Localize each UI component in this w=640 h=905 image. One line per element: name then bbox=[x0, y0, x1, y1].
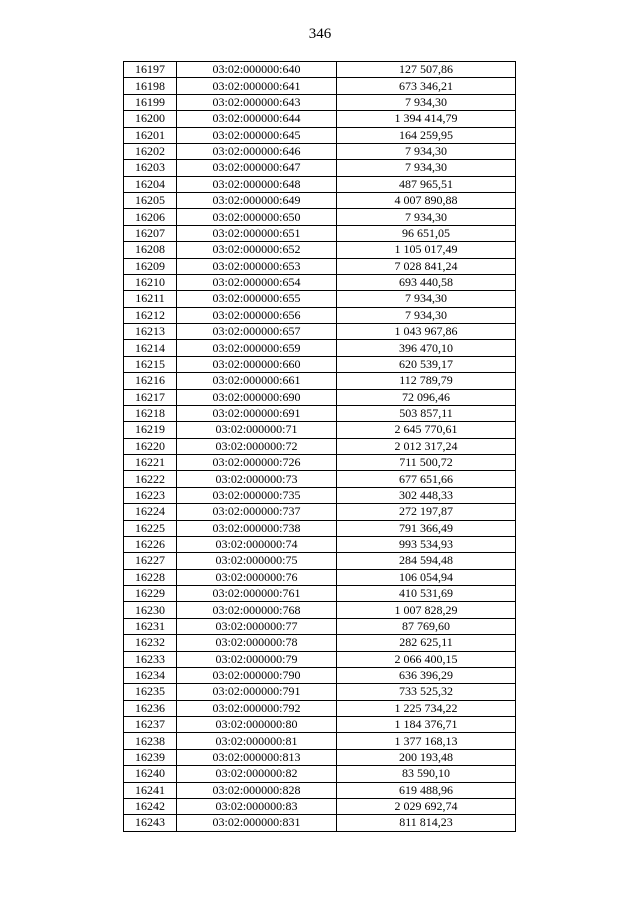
value-cell: 282 625,11 bbox=[337, 635, 516, 651]
cadastral-number-cell: 03:02:000000:75 bbox=[177, 553, 337, 569]
table-row bbox=[124, 111, 516, 127]
cadastral-number-cell: 03:02:000000:71 bbox=[177, 422, 337, 438]
value-cell: 1 007 828,29 bbox=[337, 602, 516, 618]
value-cell: 7 934,30 bbox=[337, 291, 516, 307]
table-row bbox=[124, 749, 516, 765]
value-cell: 693 440,58 bbox=[337, 274, 516, 290]
table-row bbox=[124, 143, 516, 159]
cadastral-number-cell: 03:02:000000:72 bbox=[177, 438, 337, 454]
table-row bbox=[124, 340, 516, 356]
table-row bbox=[124, 782, 516, 798]
row-number-cell: 16241 bbox=[124, 782, 177, 798]
value-cell: 302 448,33 bbox=[337, 487, 516, 503]
table-row bbox=[124, 520, 516, 536]
cadastral-number-cell: 03:02:000000:83 bbox=[177, 798, 337, 814]
value-cell: 811 814,23 bbox=[337, 815, 516, 831]
table-row bbox=[124, 225, 516, 241]
table-row bbox=[124, 602, 516, 618]
value-cell: 83 590,10 bbox=[337, 766, 516, 782]
cadastral-number-cell: 03:02:000000:79 bbox=[177, 651, 337, 667]
cadastral-number-cell: 03:02:000000:656 bbox=[177, 307, 337, 323]
table-row bbox=[124, 815, 516, 831]
value-cell: 7 934,30 bbox=[337, 209, 516, 225]
table-row bbox=[124, 684, 516, 700]
row-number-cell: 16202 bbox=[124, 143, 177, 159]
value-cell: 1 184 376,71 bbox=[337, 717, 516, 733]
table-row bbox=[124, 586, 516, 602]
table-row bbox=[124, 242, 516, 258]
row-number-cell: 16228 bbox=[124, 569, 177, 585]
value-cell: 1 377 168,13 bbox=[337, 733, 516, 749]
cadastral-number-cell: 03:02:000000:648 bbox=[177, 176, 337, 192]
row-number-cell: 16207 bbox=[124, 225, 177, 241]
row-number-cell: 16240 bbox=[124, 766, 177, 782]
value-cell: 1 105 017,49 bbox=[337, 242, 516, 258]
cadastral-number-cell: 03:02:000000:761 bbox=[177, 586, 337, 602]
row-number-cell: 16236 bbox=[124, 700, 177, 716]
row-number-cell: 16232 bbox=[124, 635, 177, 651]
row-number-cell: 16242 bbox=[124, 798, 177, 814]
value-cell: 7 028 841,24 bbox=[337, 258, 516, 274]
table-row bbox=[124, 504, 516, 520]
value-cell: 620 539,17 bbox=[337, 356, 516, 372]
cadastral-number-cell: 03:02:000000:813 bbox=[177, 749, 337, 765]
value-cell: 2 029 692,74 bbox=[337, 798, 516, 814]
value-cell: 7 934,30 bbox=[337, 307, 516, 323]
table-row bbox=[124, 193, 516, 209]
value-cell: 396 470,10 bbox=[337, 340, 516, 356]
table-body bbox=[124, 62, 516, 832]
value-cell: 7 934,30 bbox=[337, 94, 516, 110]
value-cell: 284 594,48 bbox=[337, 553, 516, 569]
value-cell: 503 857,11 bbox=[337, 405, 516, 421]
cadastral-number-cell: 03:02:000000:647 bbox=[177, 160, 337, 176]
cadastral-number-cell: 03:02:000000:726 bbox=[177, 455, 337, 471]
row-number-cell: 16216 bbox=[124, 373, 177, 389]
cadastral-number-cell: 03:02:000000:735 bbox=[177, 487, 337, 503]
cadastral-number-cell: 03:02:000000:831 bbox=[177, 815, 337, 831]
row-number-cell: 16237 bbox=[124, 717, 177, 733]
cadastral-number-cell: 03:02:000000:654 bbox=[177, 274, 337, 290]
value-cell: 673 346,21 bbox=[337, 78, 516, 94]
cadastral-number-cell: 03:02:000000:645 bbox=[177, 127, 337, 143]
row-number-cell: 16199 bbox=[124, 94, 177, 110]
row-number-cell: 16218 bbox=[124, 405, 177, 421]
value-cell: 106 054,94 bbox=[337, 569, 516, 585]
row-number-cell: 16239 bbox=[124, 749, 177, 765]
value-cell: 2 645 770,61 bbox=[337, 422, 516, 438]
row-number-cell: 16235 bbox=[124, 684, 177, 700]
cadastral-number-cell: 03:02:000000:737 bbox=[177, 504, 337, 520]
row-number-cell: 16217 bbox=[124, 389, 177, 405]
row-number-cell: 16221 bbox=[124, 455, 177, 471]
cadastral-number-cell: 03:02:000000:738 bbox=[177, 520, 337, 536]
value-cell: 733 525,32 bbox=[337, 684, 516, 700]
table-row bbox=[124, 373, 516, 389]
row-number-cell: 16203 bbox=[124, 160, 177, 176]
table-row bbox=[124, 209, 516, 225]
row-number-cell: 16214 bbox=[124, 340, 177, 356]
row-number-cell: 16222 bbox=[124, 471, 177, 487]
cadastral-number-cell: 03:02:000000:691 bbox=[177, 405, 337, 421]
page-number: 346 bbox=[308, 26, 332, 42]
cadastral-number-cell: 03:02:000000:641 bbox=[177, 78, 337, 94]
table-row bbox=[124, 389, 516, 405]
cadastral-number-cell: 03:02:000000:73 bbox=[177, 471, 337, 487]
table-row bbox=[124, 127, 516, 143]
value-cell: 1 225 734,22 bbox=[337, 700, 516, 716]
row-number-cell: 16210 bbox=[124, 274, 177, 290]
table-row bbox=[124, 635, 516, 651]
cadastral-number-cell: 03:02:000000:82 bbox=[177, 766, 337, 782]
cadastral-number-cell: 03:02:000000:657 bbox=[177, 324, 337, 340]
table-row bbox=[124, 766, 516, 782]
value-cell: 993 534,93 bbox=[337, 536, 516, 552]
table-row bbox=[124, 438, 516, 454]
row-number-cell: 16224 bbox=[124, 504, 177, 520]
cadastral-number-cell: 03:02:000000:649 bbox=[177, 193, 337, 209]
cadastral-number-cell: 03:02:000000:791 bbox=[177, 684, 337, 700]
table-row bbox=[124, 160, 516, 176]
row-number-cell: 16215 bbox=[124, 356, 177, 372]
row-number-cell: 16233 bbox=[124, 651, 177, 667]
row-number-cell: 16220 bbox=[124, 438, 177, 454]
row-number-cell: 16197 bbox=[124, 62, 177, 78]
cadastral-number-cell: 03:02:000000:655 bbox=[177, 291, 337, 307]
row-number-cell: 16198 bbox=[124, 78, 177, 94]
table-row bbox=[124, 487, 516, 503]
row-number-cell: 16211 bbox=[124, 291, 177, 307]
cadastral-number-cell: 03:02:000000:651 bbox=[177, 225, 337, 241]
row-number-cell: 16208 bbox=[124, 242, 177, 258]
cadastral-number-cell: 03:02:000000:792 bbox=[177, 700, 337, 716]
table-row bbox=[124, 258, 516, 274]
table-row bbox=[124, 717, 516, 733]
table-row bbox=[124, 291, 516, 307]
cadastral-number-cell: 03:02:000000:643 bbox=[177, 94, 337, 110]
cadastral-number-cell: 03:02:000000:659 bbox=[177, 340, 337, 356]
cadastral-number-cell: 03:02:000000:653 bbox=[177, 258, 337, 274]
table-row bbox=[124, 62, 516, 78]
value-cell: 272 197,87 bbox=[337, 504, 516, 520]
value-cell: 96 651,05 bbox=[337, 225, 516, 241]
cadastral-number-cell: 03:02:000000:661 bbox=[177, 373, 337, 389]
row-number-cell: 16243 bbox=[124, 815, 177, 831]
value-cell: 7 934,30 bbox=[337, 160, 516, 176]
value-cell: 200 193,48 bbox=[337, 749, 516, 765]
row-number-cell: 16219 bbox=[124, 422, 177, 438]
cadastral-number-cell: 03:02:000000:646 bbox=[177, 143, 337, 159]
table-row bbox=[124, 78, 516, 94]
row-number-cell: 16206 bbox=[124, 209, 177, 225]
table-row bbox=[124, 324, 516, 340]
value-cell: 711 500,72 bbox=[337, 455, 516, 471]
table-row bbox=[124, 553, 516, 569]
cadastral-number-cell: 03:02:000000:78 bbox=[177, 635, 337, 651]
value-cell: 636 396,29 bbox=[337, 667, 516, 683]
cadastral-number-cell: 03:02:000000:690 bbox=[177, 389, 337, 405]
cadastral-number-cell: 03:02:000000:74 bbox=[177, 536, 337, 552]
row-number-cell: 16227 bbox=[124, 553, 177, 569]
cadastral-number-cell: 03:02:000000:768 bbox=[177, 602, 337, 618]
value-cell: 87 769,60 bbox=[337, 618, 516, 634]
cadastral-number-cell: 03:02:000000:790 bbox=[177, 667, 337, 683]
table-row bbox=[124, 569, 516, 585]
table-row bbox=[124, 274, 516, 290]
table-row bbox=[124, 471, 516, 487]
row-number-cell: 16212 bbox=[124, 307, 177, 323]
row-number-cell: 16204 bbox=[124, 176, 177, 192]
cadastral-number-cell: 03:02:000000:76 bbox=[177, 569, 337, 585]
cadastral-number-cell: 03:02:000000:81 bbox=[177, 733, 337, 749]
row-number-cell: 16213 bbox=[124, 324, 177, 340]
value-cell: 1 043 967,86 bbox=[337, 324, 516, 340]
cadastral-number-cell: 03:02:000000:644 bbox=[177, 111, 337, 127]
value-cell: 164 259,95 bbox=[337, 127, 516, 143]
row-number-cell: 16234 bbox=[124, 667, 177, 683]
row-number-cell: 16205 bbox=[124, 193, 177, 209]
table-row bbox=[124, 798, 516, 814]
value-cell: 619 488,96 bbox=[337, 782, 516, 798]
row-number-cell: 16223 bbox=[124, 487, 177, 503]
table-row bbox=[124, 455, 516, 471]
value-cell: 1 394 414,79 bbox=[337, 111, 516, 127]
cadastral-number-cell: 03:02:000000:650 bbox=[177, 209, 337, 225]
cadastral-number-cell: 03:02:000000:652 bbox=[177, 242, 337, 258]
row-number-cell: 16201 bbox=[124, 127, 177, 143]
row-number-cell: 16209 bbox=[124, 258, 177, 274]
cadastral-number-cell: 03:02:000000:77 bbox=[177, 618, 337, 634]
cadastral-number-cell: 03:02:000000:640 bbox=[177, 62, 337, 78]
table-row bbox=[124, 700, 516, 716]
row-number-cell: 16230 bbox=[124, 602, 177, 618]
value-cell: 2 066 400,15 bbox=[337, 651, 516, 667]
row-number-cell: 16238 bbox=[124, 733, 177, 749]
cadastral-number-cell: 03:02:000000:80 bbox=[177, 717, 337, 733]
row-number-cell: 16231 bbox=[124, 618, 177, 634]
table-row bbox=[124, 536, 516, 552]
value-cell: 677 651,66 bbox=[337, 471, 516, 487]
table-row bbox=[124, 94, 516, 110]
value-cell: 72 096,46 bbox=[337, 389, 516, 405]
table-row bbox=[124, 618, 516, 634]
cadastral-number-cell: 03:02:000000:660 bbox=[177, 356, 337, 372]
value-cell: 112 789,79 bbox=[337, 373, 516, 389]
table-row bbox=[124, 667, 516, 683]
table-row bbox=[124, 307, 516, 323]
value-cell: 791 366,49 bbox=[337, 520, 516, 536]
row-number-cell: 16226 bbox=[124, 536, 177, 552]
row-number-cell: 16200 bbox=[124, 111, 177, 127]
value-cell: 4 007 890,88 bbox=[337, 193, 516, 209]
value-cell: 410 531,69 bbox=[337, 586, 516, 602]
value-cell: 7 934,30 bbox=[337, 143, 516, 159]
table-row bbox=[124, 733, 516, 749]
table-row bbox=[124, 422, 516, 438]
cadastral-value-table bbox=[123, 61, 516, 832]
row-number-cell: 16225 bbox=[124, 520, 177, 536]
value-cell: 2 012 317,24 bbox=[337, 438, 516, 454]
table-row bbox=[124, 176, 516, 192]
table-row bbox=[124, 356, 516, 372]
value-cell: 127 507,86 bbox=[337, 62, 516, 78]
row-number-cell: 16229 bbox=[124, 586, 177, 602]
cadastral-number-cell: 03:02:000000:828 bbox=[177, 782, 337, 798]
table-row bbox=[124, 405, 516, 421]
table-row bbox=[124, 651, 516, 667]
value-cell: 487 965,51 bbox=[337, 176, 516, 192]
